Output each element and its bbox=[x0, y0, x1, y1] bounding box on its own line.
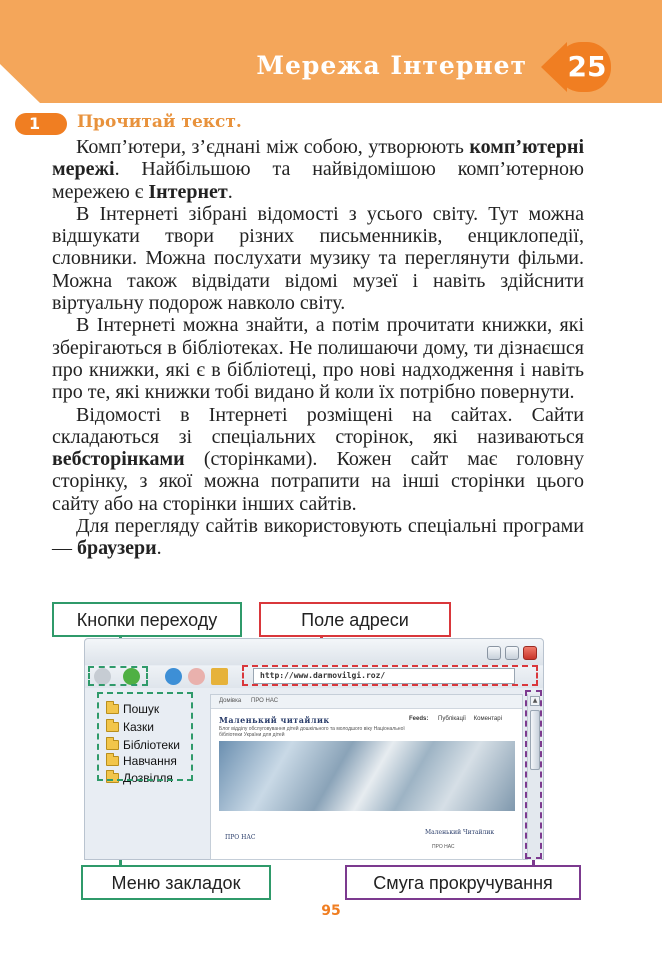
text-run: . Найбільшою та найвідомішою комп’ютерною мережею є bbox=[52, 158, 584, 203]
bookmark-label: Навчання bbox=[123, 754, 177, 768]
text-run: Для перегляду сайтів використовують спеціальні програми — bbox=[52, 515, 584, 560]
label-scrollbar: Смуга прокручування bbox=[345, 865, 581, 900]
bold-term: комп’ютерні мережі bbox=[52, 136, 584, 181]
bookmark-label: Дозвілля bbox=[123, 771, 173, 785]
scrollbar-highlight bbox=[525, 690, 542, 859]
text-run: В Інтернеті можна знайти, а потім прочитати книжки, які зберігаються в бібліотеках. Не полишаючи дому, ти дізнаєшся про книжки, які є в бібліотеці, про нові надходження і навіть про те, які книжки тобі видано й коли їх потрібно повернути. bbox=[52, 314, 584, 404]
home-icon[interactable] bbox=[211, 668, 228, 685]
paragraph bbox=[52, 314, 584, 403]
site-side-link[interactable]: ПРО НАС bbox=[432, 844, 455, 850]
nav-buttons-highlight bbox=[88, 666, 148, 686]
maximize-button[interactable] bbox=[505, 646, 519, 660]
site-side-heading: Маленький Читайлик bbox=[425, 829, 495, 836]
bookmark-label: Бібліотеки bbox=[123, 738, 180, 752]
web-page-view bbox=[210, 694, 523, 860]
paragraph bbox=[52, 136, 584, 203]
task-number-badge bbox=[15, 113, 67, 135]
bold-term: браузери bbox=[77, 537, 157, 560]
label-bookmarks-menu: Меню закладок bbox=[81, 865, 271, 900]
text-run: Відомості в Інтернеті розміщені на сайтах. Сайти складаються зі спеціальних сторінок, які називаються bbox=[52, 403, 584, 448]
text-run: В Інтернеті зібрані відомості з усього світу. Тут можна відшукати твори різних письменників, енциклопедії, словники. Можна послухати музику та переглянути фільми. Можна також відвідати відомі музеї і навіть здійснити віртуальну подорож навколо світу. bbox=[52, 202, 584, 315]
scroll-up-icon[interactable]: ▲ bbox=[530, 696, 540, 706]
text-run: (сторінками). Кожен сайт має головну сторінку, з якої можна потрапити на інші сторінки цього сайту або на сторінки інших сайтів. bbox=[52, 448, 584, 515]
stop-icon[interactable] bbox=[188, 668, 205, 685]
bookmark-label: Казки bbox=[123, 720, 154, 734]
site-nav-about[interactable]: ПРО НАС bbox=[251, 698, 279, 704]
page-number: 95 bbox=[321, 903, 341, 919]
site-banner-image bbox=[219, 741, 515, 811]
bookmark-label: Пошук bbox=[123, 702, 160, 716]
page-number-tab bbox=[541, 42, 613, 92]
label-address-field: Поле адреси bbox=[259, 602, 451, 637]
page-tab-number: 25 bbox=[567, 50, 607, 83]
site-nav-home[interactable]: Домівка bbox=[219, 698, 242, 704]
text-run: Комп’ютери, з’єднані між собою, утворюють bbox=[76, 136, 470, 158]
paragraph bbox=[52, 203, 584, 314]
close-button[interactable] bbox=[523, 646, 537, 660]
refresh-icon[interactable] bbox=[165, 668, 182, 685]
browser-titlebar bbox=[85, 639, 543, 665]
text-run: . bbox=[156, 537, 162, 560]
address-field[interactable]: http://www.darmovilgi.roz/ bbox=[253, 668, 515, 684]
address-highlight bbox=[242, 665, 538, 686]
label-nav-buttons: Кнопки переходу bbox=[52, 602, 242, 637]
reading-text bbox=[52, 136, 584, 560]
site-subtitle: Блог відділу обслуговування дітей дошкільного та молодшого віку Національної бібліотеки України для дітей bbox=[219, 726, 405, 738]
minimize-button[interactable] bbox=[487, 646, 501, 660]
feeds-label: Feeds: bbox=[409, 716, 429, 722]
feeds-posts-link[interactable]: Публікації bbox=[438, 716, 466, 722]
bold-term: Інтернет bbox=[148, 180, 228, 203]
task-title: Прочитай текст. bbox=[77, 112, 242, 132]
header-fold bbox=[0, 64, 40, 103]
feeds-comments-link[interactable]: Коментарі bbox=[473, 716, 502, 722]
site-feeds bbox=[409, 716, 502, 722]
task-number: 1 bbox=[29, 114, 41, 133]
paragraph bbox=[52, 515, 584, 560]
chapter-title: Мережа Інтернет bbox=[256, 51, 527, 80]
bold-term: вебсторінками bbox=[52, 448, 185, 471]
text-run: . bbox=[227, 180, 233, 203]
site-about-heading: ПРО НАС bbox=[225, 834, 256, 841]
site-nav-bar bbox=[211, 695, 523, 709]
site-title: Маленький читайлик bbox=[219, 715, 330, 725]
bookmarks-highlight bbox=[97, 692, 193, 781]
paragraph bbox=[52, 404, 584, 515]
